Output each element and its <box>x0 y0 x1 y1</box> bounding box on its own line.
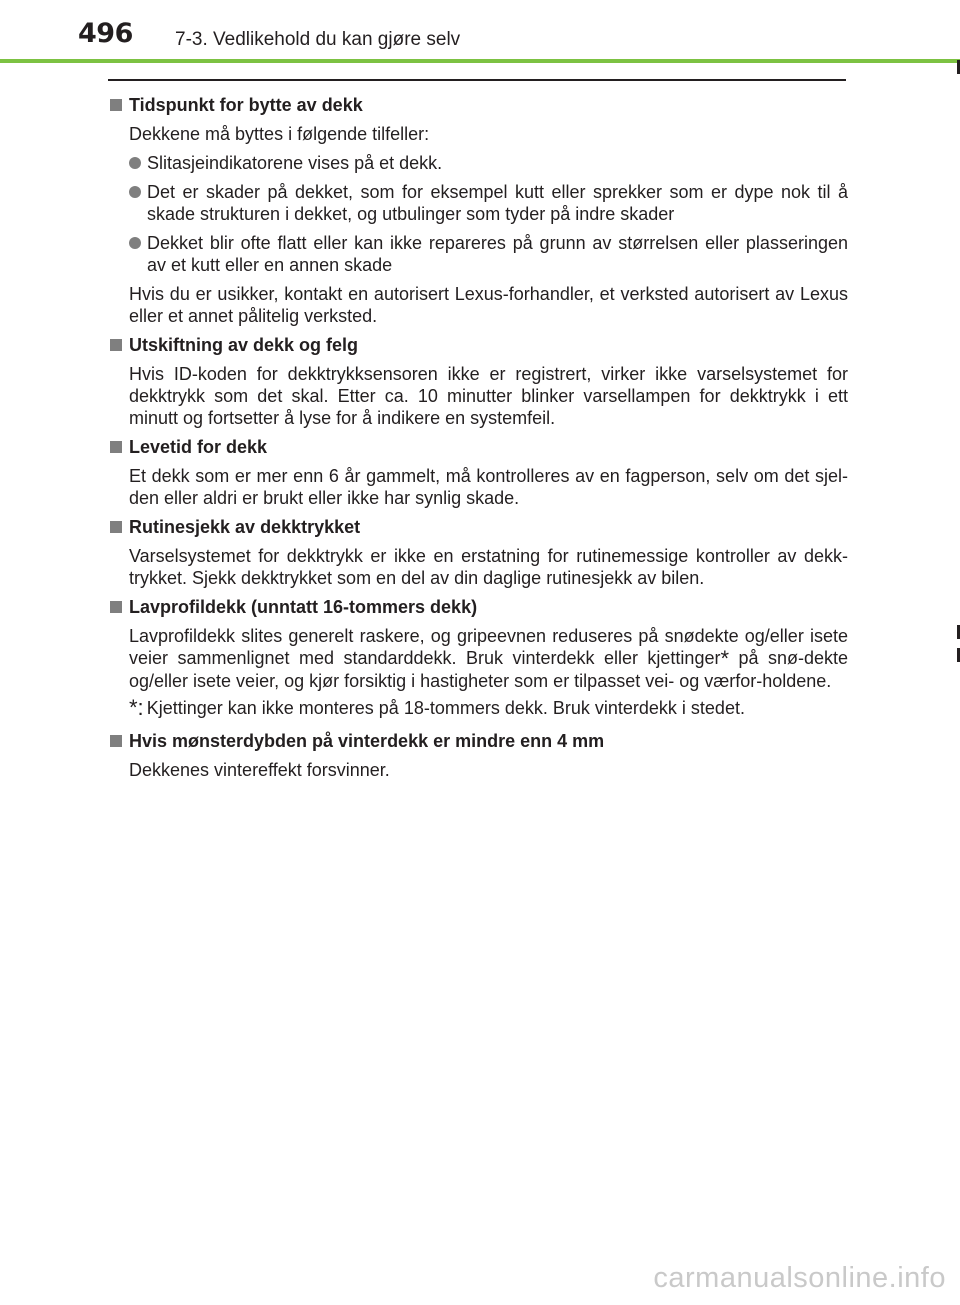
body-text: på snø-dekte og/eller isete veier, og kjør forsiktig i hastigheter som er tilpasset vei- og værfor-holdene. <box>129 648 849 691</box>
section-intro: Dekkene må byttes i følgende tilfeller: <box>129 124 430 144</box>
list-item-text: Slitasjeindikatorene vises på et dekk. <box>147 153 443 173</box>
section-body: Varselsystemet for dekktrykk er ikke en erstatning for rutinemessige kontroller av dekk-trykket. Sjekk dekktrykket som en del av din daglige rutinesjekk av bilen. <box>129 546 848 588</box>
list-item-text: Det er skader på dekket, som for eksempel kutt eller sprekker som er dype nok til å skade strukturen i dekket, og utbulinger som tyder på indre skader <box>147 182 848 224</box>
section-heading-text: Rutinesjekk av dekktrykket <box>129 517 361 537</box>
body-text: Lavprofildekk slites generelt raskere, og gripeevnen reduseres på snødekte og/eller isete veier sammenlignet med standarddekk. Bruk vinterdekk eller kjettinger <box>129 626 848 668</box>
round-bullet-icon <box>129 237 141 249</box>
section-heading-text: Tidspunkt for bytte av dekk <box>129 95 363 115</box>
footnote-asterisk: * <box>720 646 730 671</box>
section-tire-replacement-timing <box>110 94 848 327</box>
footnote-mark: *: <box>129 695 144 720</box>
section-tire-and-wheel-replacement <box>110 334 848 429</box>
section-body: Dekkenes vintereffekt forsvinner. <box>129 760 390 780</box>
section-outro: Hvis du er usikker, kontakt en autorisert Lexus-forhandler, et verksted autorisert av Lexus eller et annet pålitelig verksted. <box>129 284 848 326</box>
list-item <box>129 152 848 174</box>
section-heading <box>110 516 848 538</box>
section-tire-lifespan <box>110 436 848 509</box>
section-heading-text: Hvis mønsterdybden på vinterdekk er mindre enn 4 mm <box>129 731 605 751</box>
section-heading <box>110 730 848 752</box>
round-bullet-icon <box>129 157 141 169</box>
section-heading <box>110 94 848 116</box>
round-bullet-icon <box>129 186 141 198</box>
content-top-rule <box>108 79 846 81</box>
square-bullet-icon <box>110 601 122 613</box>
section-heading <box>110 436 848 458</box>
section-winter-tread-depth <box>110 730 848 781</box>
list-item <box>129 181 848 225</box>
section-low-profile-tires <box>110 596 848 719</box>
header-accent-rule <box>0 59 960 63</box>
section-body: Hvis ID-koden for dekktrykksensoren ikke er registrert, virker ikke varselsystemet for dekktrykk som det skal. Etter ca. 10 minutter blinker varsellampen for dekktrykk i ett minutt og fortsetter å lyse for å indikere en systemfeil. <box>129 364 848 428</box>
square-bullet-icon <box>110 521 122 533</box>
list-item <box>129 232 848 276</box>
section-heading <box>110 596 848 618</box>
section-heading-text: Levetid for dekk <box>129 437 268 457</box>
list-item-text: Dekket blir ofte flatt eller kan ikke repareres på grunn av størrelsen eller plasseringen av et kutt eller en annen skade <box>147 233 848 275</box>
section-body <box>129 625 848 692</box>
square-bullet-icon <box>110 339 122 351</box>
footnote <box>129 697 848 719</box>
section-body: Et dekk som er mer enn 6 år gammelt, må kontrolleres av en fagperson, selv om det sjel-den eller aldri er brukt eller ikke har synlig skade. <box>129 466 848 508</box>
footnote-text: Kjettinger kan ikke monteres på 18-tommers dekk. Bruk vinterdekk i stedet. <box>146 698 745 718</box>
section-heading <box>110 334 848 356</box>
section-heading-text: Lavprofildekk (unntatt 16-tommers dekk) <box>129 597 478 617</box>
page-content <box>110 94 848 788</box>
square-bullet-icon <box>110 441 122 453</box>
square-bullet-icon <box>110 99 122 111</box>
chapter-title: 7-3. Vedlikehold du kan gjøre selv <box>175 29 461 50</box>
section-routine-pressure-check <box>110 516 848 589</box>
watermark: carmanualsonline.info <box>653 1262 946 1294</box>
square-bullet-icon <box>110 735 122 747</box>
section-heading-text: Utskiftning av dekk og felg <box>129 335 359 355</box>
page-header <box>0 0 960 66</box>
page-number: 496 <box>78 18 133 49</box>
